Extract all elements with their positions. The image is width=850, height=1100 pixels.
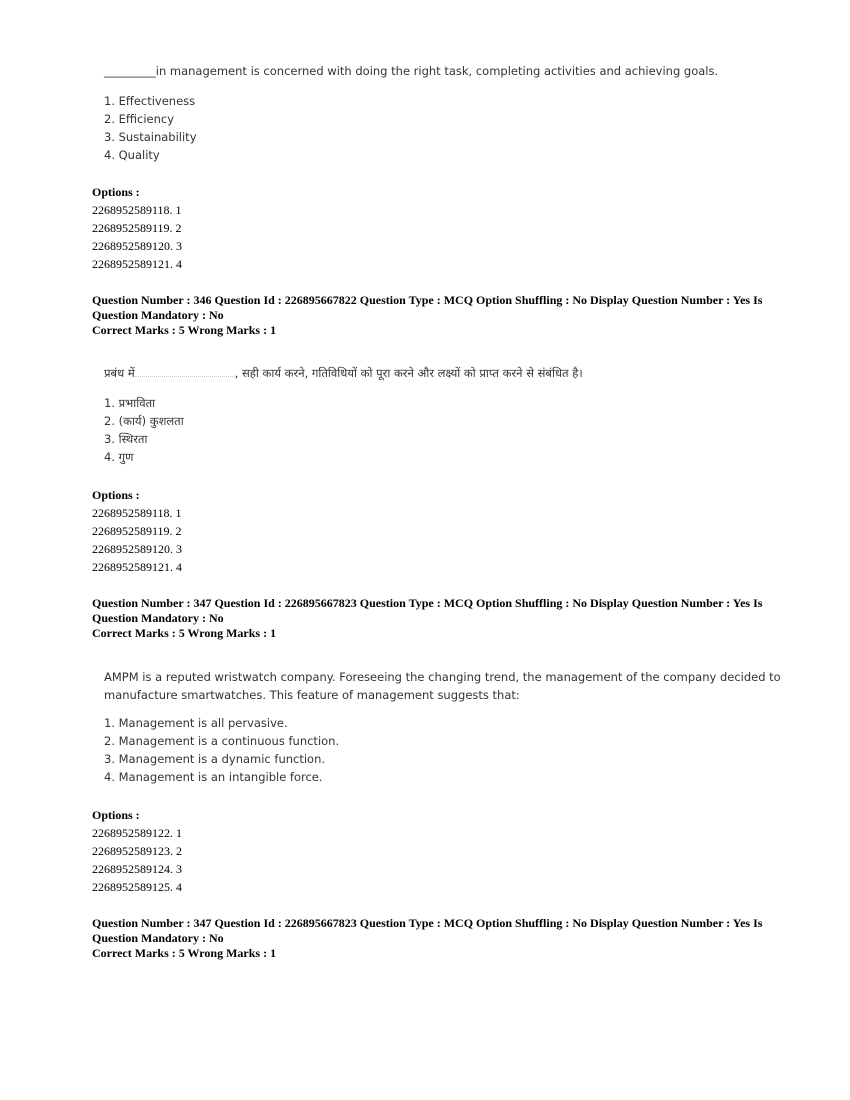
question-2-choice: 4. गुण xyxy=(104,450,134,464)
option-item: 2268952589120. 3 xyxy=(92,239,182,253)
option-item: 2268952589125. 4 xyxy=(92,880,182,894)
option-item: 2268952589119. 2 xyxy=(92,524,182,538)
marks-line: Correct Marks : 5 Wrong Marks : 1 xyxy=(92,323,277,337)
marks-line: Correct Marks : 5 Wrong Marks : 1 xyxy=(92,946,277,960)
question-1-choice: 4. Quality xyxy=(104,148,160,162)
question-1-blank: _________ xyxy=(104,64,156,78)
question-1-options xyxy=(92,183,182,273)
question-1-stem-text: in management is concerned with doing the right task, completing activities and achieving goals. xyxy=(155,64,719,78)
question-meta-line: Question Number : 347 Question Id : 226895667823 Question Type : MCQ Option Shuffling : No Display Question Number : Yes Is Question Mandatory : No xyxy=(92,916,763,945)
option-item: 2268952589118. 1 xyxy=(92,203,182,217)
option-item: 2268952589120. 3 xyxy=(92,542,182,556)
question-2-choice: 2. (कार्य) कुशलता xyxy=(104,414,184,428)
option-item: 2268952589119. 2 xyxy=(92,221,182,235)
question-347-metadata xyxy=(92,596,772,641)
question-3-choices xyxy=(104,714,781,786)
question-1-choice: 1. Effectiveness xyxy=(104,94,196,108)
question-2-choices xyxy=(104,394,583,466)
question-2-choice: 3. स्थिरता xyxy=(104,432,148,446)
question-2-options xyxy=(92,486,182,576)
options-label: Options : xyxy=(92,488,140,502)
question-347-metadata-repeat xyxy=(92,916,772,961)
option-item: 2268952589124. 3 xyxy=(92,862,182,876)
marks-line: Correct Marks : 5 Wrong Marks : 1 xyxy=(92,626,277,640)
question-2-stem xyxy=(104,364,583,382)
option-item: 2268952589118. 1 xyxy=(92,506,182,520)
question-2-choice: 1. प्रभाविता xyxy=(104,396,156,410)
question-3-choice: 3. Management is a dynamic function. xyxy=(104,752,326,766)
question-3-content xyxy=(104,668,781,786)
question-2-stem-text: , सही कार्य करने, गतिविधियों को पूरा करने और लक्ष्यों को प्राप्त करने से संबंधित है। xyxy=(234,366,583,380)
question-meta-line: Question Number : 347 Question Id : 226895667823 Question Type : MCQ Option Shuffling : No Display Question Number : Yes Is Question Mandatory : No xyxy=(92,596,763,625)
option-item: 2268952589121. 4 xyxy=(92,560,182,574)
question-2-stem-prefix: प्रबंध में xyxy=(104,366,135,380)
question-1-choice: 3. Sustainability xyxy=(104,130,197,144)
options-label: Options : xyxy=(92,808,140,822)
question-3-stem-line-1: AMPM is a reputed wristwatch company. Foreseeing the changing trend, the management of the company decided to xyxy=(104,670,781,684)
question-3-choice: 1. Management is all pervasive. xyxy=(104,716,288,730)
options-label: Options : xyxy=(92,185,140,199)
question-meta-line: Question Number : 346 Question Id : 226895667822 Question Type : MCQ Option Shuffling : No Display Question Number : Yes Is Question Mandatory : No xyxy=(92,293,763,322)
option-item: 2268952589123. 2 xyxy=(92,844,182,858)
question-1-content xyxy=(104,62,718,164)
question-346-metadata xyxy=(92,293,772,338)
question-2-content xyxy=(104,364,583,466)
question-1-choice: 2. Efficiency xyxy=(104,112,175,126)
question-3-stem-line-2: manufacture smartwatches. This feature of management suggests that: xyxy=(104,688,520,702)
option-item: 2268952589121. 4 xyxy=(92,257,182,271)
question-1-choices xyxy=(104,92,718,164)
option-item: 2268952589122. 1 xyxy=(92,826,182,840)
question-3-choice: 2. Management is a continuous function. xyxy=(104,734,340,748)
question-3-options xyxy=(92,806,182,896)
question-2-blank xyxy=(135,365,235,377)
question-1-stem xyxy=(104,62,718,80)
question-3-choice: 4. Management is an intangible force. xyxy=(104,770,323,784)
